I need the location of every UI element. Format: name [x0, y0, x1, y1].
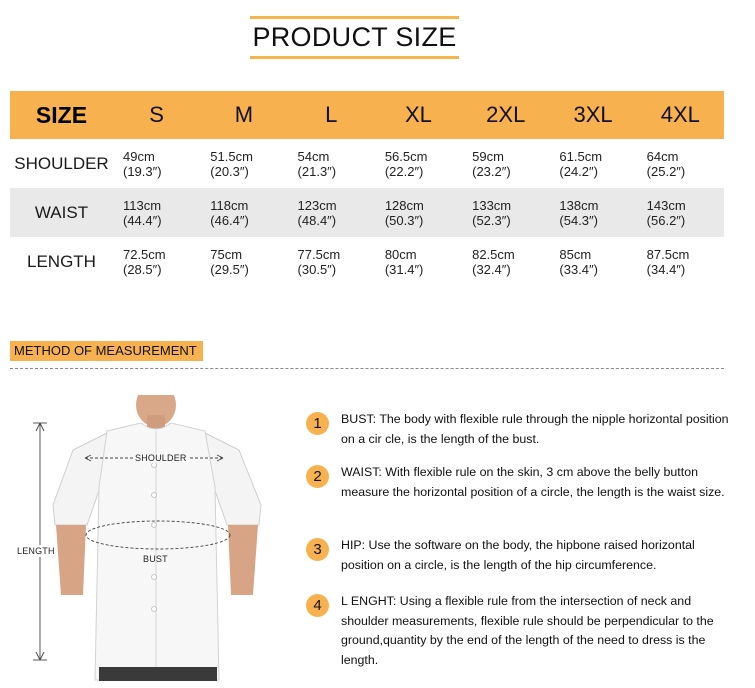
shirt-measurement-figure: [15, 395, 280, 685]
inch-value: (23.2″): [472, 163, 511, 179]
table-cell: [200, 188, 287, 237]
bust-label: BUST: [143, 554, 168, 564]
table-cell: [288, 188, 375, 237]
size-header-label: SIZE: [35, 101, 88, 128]
cm-value: 80cm: [384, 246, 417, 262]
cm-value: 54cm: [297, 148, 330, 164]
page-title-block: [250, 16, 459, 59]
inch-value: (34.4″): [646, 261, 686, 277]
title-bottom-rule: [250, 56, 459, 59]
table-row-shoulder: [10, 139, 724, 188]
table-cell: [113, 188, 200, 237]
cm-value: 59cm: [472, 148, 504, 164]
cm-value: 87.5cm: [646, 246, 690, 262]
inch-value: (31.4″): [384, 261, 424, 277]
table-cell: [375, 237, 462, 286]
table-cell: [637, 139, 724, 188]
row-label: LENGTH: [27, 251, 96, 271]
inch-value: (21.3″): [297, 163, 337, 179]
inch-value: (54.3″): [559, 212, 598, 228]
cm-value: 77.5cm: [297, 246, 341, 262]
cm-value: 85cm: [559, 246, 592, 262]
inch-value: (25.2″): [646, 163, 686, 179]
cm-value: 82.5cm: [472, 246, 515, 262]
inch-value: (30.5″): [297, 261, 337, 277]
cm-value: 123cm: [297, 197, 337, 213]
inch-value: (29.5″): [210, 261, 249, 277]
table-cell: [462, 188, 549, 237]
size-table-header: [10, 91, 724, 139]
table-cell: [288, 237, 375, 286]
size-header-4xl: 4XL: [660, 102, 700, 127]
table-cell: [113, 139, 200, 188]
cm-value: 143cm: [646, 197, 686, 213]
step-number-badge: 2: [306, 465, 329, 488]
step-text: L ENGHT: Using a flexible rule from the intersection of neck and shoulder measurements, flexible rule should be perpendicular to the ground,quantity by the end of the length of the need to dress is the length.: [341, 594, 714, 667]
inch-value: (24.2″): [559, 163, 598, 179]
inch-value: (46.4″): [210, 212, 249, 228]
step-text: WAIST: With flexible rule on the skin, 3 cm above the belly button measure the horizontal position of a circle, the length is the waist size.: [341, 465, 725, 499]
table-cell: [462, 237, 549, 286]
cm-value: 56.5cm: [384, 148, 428, 164]
shoulder-label: SHOULDER: [135, 453, 187, 463]
step-text: BUST: The body with flexible rule through the nipple horizontal position on a cir cle, is the length of the bust.: [341, 412, 729, 446]
table-cell: [637, 237, 724, 286]
table-cell: [200, 237, 287, 286]
size-header-l: L: [325, 102, 338, 127]
inch-value: (28.5″): [122, 261, 162, 277]
step-text: HIP: Use the software on the body, the hipbone raised horizontal position on a circle, is the length of the hip circumference.: [341, 538, 695, 572]
size-table: [10, 91, 724, 286]
table-cell: [549, 139, 636, 188]
method-heading: METHOD OF MEASUREMENT: [10, 341, 203, 361]
cm-value: 138cm: [559, 197, 599, 213]
shirt-button: [152, 575, 157, 580]
step-number-badge: 4: [306, 594, 329, 617]
cm-value: 133cm: [472, 197, 512, 213]
size-header-3xl: 3XL: [573, 102, 613, 127]
table-cell: [200, 139, 287, 188]
row-label: SHOULDER: [14, 153, 109, 173]
cm-value: 113cm: [122, 197, 162, 213]
inch-value: (50.3″): [384, 212, 424, 228]
size-header-2xl: 2XL: [486, 102, 526, 127]
cm-value: 72.5cm: [122, 246, 166, 262]
inch-value: (48.4″): [297, 212, 337, 228]
section-divider: [10, 368, 724, 369]
title-top-rule: [250, 16, 459, 19]
table-cell: [549, 188, 636, 237]
inch-value: (56.2″): [646, 212, 686, 228]
table-cell: [549, 237, 636, 286]
inch-value: (20.3″): [210, 163, 249, 179]
shirt-illustration: [15, 395, 280, 685]
model-trousers: [99, 667, 217, 681]
inch-value: (32.4″): [472, 261, 511, 277]
inch-value: (44.4″): [122, 212, 162, 228]
table-row-waist: [10, 188, 724, 237]
cm-value: 75cm: [210, 246, 243, 262]
cm-value: 64cm: [646, 148, 679, 164]
shirt-button: [152, 607, 157, 612]
right-arm: [228, 525, 258, 595]
row-label: WAIST: [34, 202, 89, 222]
length-label: LENGTH: [17, 546, 55, 556]
size-header-xl: XL: [405, 102, 432, 127]
size-header-m: M: [234, 102, 254, 127]
size-header-s: S: [149, 102, 164, 127]
table-cell: [113, 237, 200, 286]
table-row-length: [10, 237, 724, 286]
cm-value: 128cm: [384, 197, 424, 213]
table-cell: [375, 139, 462, 188]
inch-value: (22.2″): [384, 163, 424, 179]
table-cell: [462, 139, 549, 188]
inch-value: (19.3″): [122, 163, 162, 179]
step-number-badge: 1: [306, 412, 329, 435]
shirt-button: [152, 493, 157, 498]
table-cell: [375, 188, 462, 237]
inch-value: (52.3″): [472, 212, 511, 228]
table-cell: [288, 139, 375, 188]
page-title: PRODUCT SIZE: [252, 22, 457, 52]
step-number-badge: 3: [306, 538, 329, 561]
shirt-button: [152, 523, 157, 528]
inch-value: (33.4″): [559, 261, 598, 277]
cm-value: 61.5cm: [559, 148, 603, 164]
cm-value: 51.5cm: [210, 148, 253, 164]
table-cell: [637, 188, 724, 237]
cm-value: 118cm: [210, 197, 249, 213]
shirt-button: [152, 463, 157, 468]
cm-value: 49cm: [122, 148, 155, 164]
left-arm: [56, 525, 86, 595]
